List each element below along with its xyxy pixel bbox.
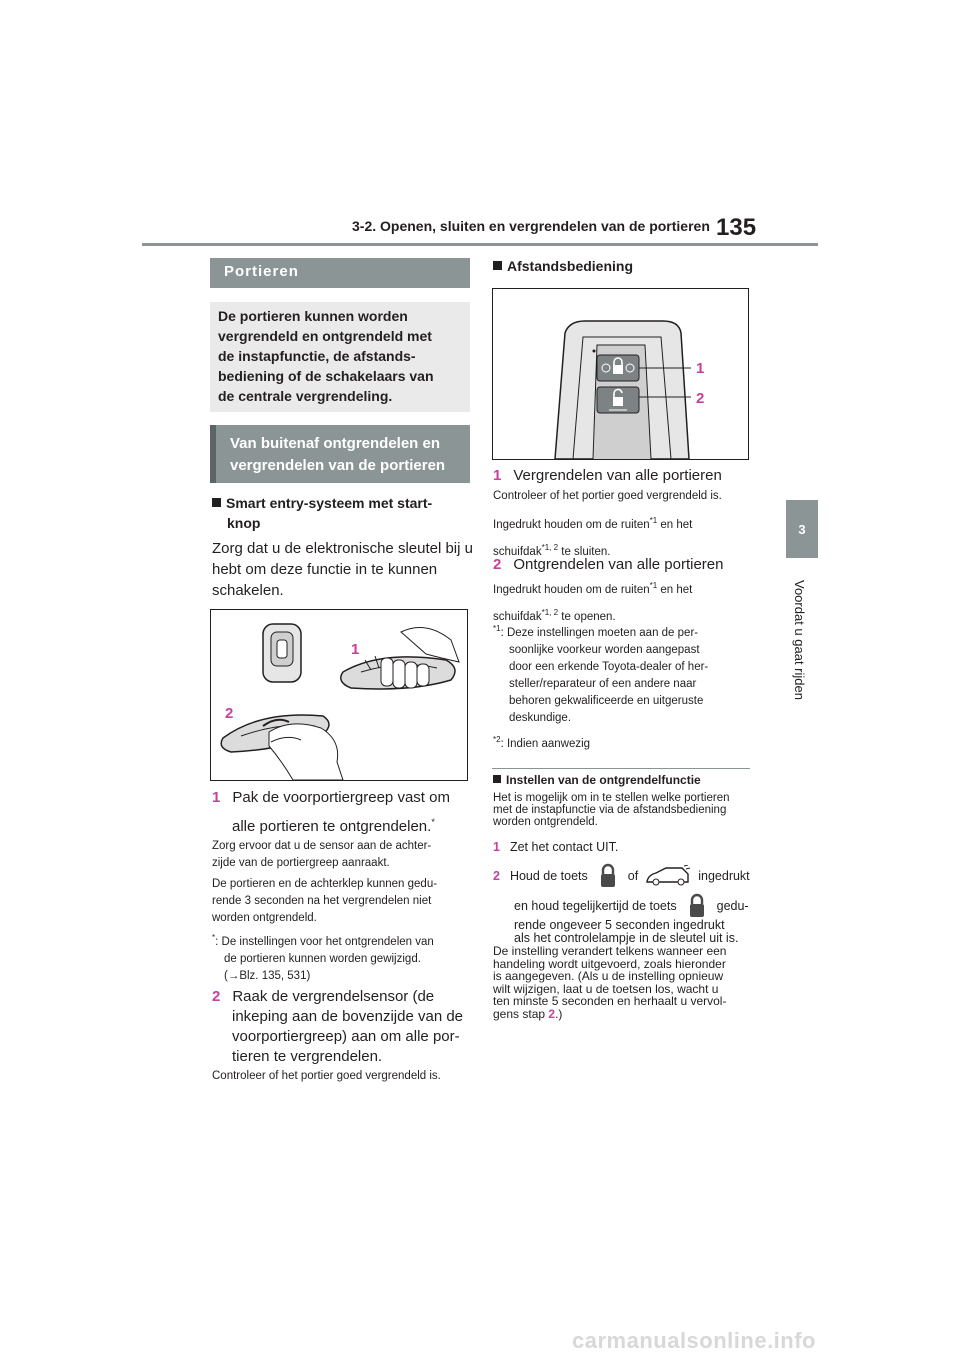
- footnote-marker: *: [431, 817, 435, 827]
- footnote-line: de portieren kunnen worden gewijzigd.: [224, 952, 421, 965]
- step-text: Zet het contact UIT.: [509, 840, 619, 854]
- text-line: Het is mogelijk om in te stellen welke portieren: [493, 792, 730, 804]
- step-line: als het controlelampje in de sleutel uit is.: [514, 931, 739, 945]
- footnote-line: : De instellingen voor het ontgrendelen van: [215, 935, 434, 948]
- figure-label-2: 2: [225, 705, 234, 722]
- footnote-marker: *1, 2: [541, 607, 559, 617]
- setup-outro: [493, 945, 757, 1021]
- setup-heading: [493, 773, 701, 787]
- setup-step-1: [493, 840, 618, 854]
- remote-item-2: [493, 554, 723, 575]
- remote-key-icon: [555, 321, 691, 459]
- heading-text: Afstandsbediening: [507, 258, 634, 274]
- footnote-marker: *1, 2: [541, 542, 559, 552]
- figure-label-1: 1: [351, 641, 360, 658]
- footnote-line: : Indien aanwezig: [500, 737, 591, 750]
- heading-line: knop: [227, 515, 261, 531]
- subsection-line: vergrendelen van de portieren: [230, 457, 446, 474]
- step-1-note-a: [212, 838, 474, 872]
- door-handle-figure: [210, 609, 468, 781]
- intro-line: de centrale vergrendeling.: [218, 388, 393, 404]
- note-line: zijde van de portiergreep aanraakt.: [212, 857, 390, 869]
- step-number: 1: [212, 789, 221, 806]
- chapter-number: 3: [798, 521, 806, 537]
- text-line: met de instapfunctie via de afstandsbediening: [493, 804, 727, 816]
- footnote-line: door een erkende Toyota-dealer of her-: [509, 660, 709, 673]
- car-rear-icon: [644, 865, 692, 887]
- step-text: of: [627, 869, 639, 883]
- smart-entry-text: [212, 538, 474, 601]
- handle-upper-icon: [341, 628, 459, 690]
- step-1: [212, 787, 474, 837]
- step-ref: 2: [548, 1006, 556, 1021]
- step-text: Houd de toets: [509, 869, 588, 883]
- step-text: gedu-: [716, 899, 749, 913]
- note-line: De portieren en de achterklep kunnen gedu-: [212, 878, 438, 890]
- intro-line: De portieren kunnen worden: [218, 308, 408, 324]
- remote-heading: [493, 256, 633, 276]
- note-line: rende 3 seconden na het vergrendelen niet: [212, 895, 432, 907]
- step-line: rende ongeveer 5 seconden ingedrukt: [514, 918, 725, 932]
- watermark: carmanualsonline.info: [572, 1328, 816, 1353]
- subsection-line: Van buitenaf ontgrendelen en: [230, 435, 441, 452]
- step-2: [212, 987, 474, 1067]
- note-text: Ingedrukt houden om de ruiten: [493, 518, 650, 531]
- intro-line: vergrendeld en ontgrendeld met: [218, 328, 432, 344]
- note-text: Ingedrukt houden om de ruiten: [493, 583, 650, 596]
- intro-box: [210, 302, 470, 412]
- section-rule: [492, 768, 750, 769]
- header-rule: [142, 243, 818, 246]
- step-text: ingedrukt: [698, 869, 750, 883]
- note-text: schuifdak: [493, 610, 542, 623]
- footnote-line: behoren gekwalificeerde en uitgeruste: [509, 694, 704, 707]
- note-text: te openen.: [558, 610, 616, 623]
- step-2-note: Controleer of het portier goed vergrendeld is.: [212, 1070, 441, 1082]
- smart-entry-heading: [212, 493, 472, 533]
- step-number: 2: [493, 556, 502, 573]
- intro-line: bediening of de schakelaars van: [218, 368, 434, 384]
- step-number: 2: [212, 988, 221, 1005]
- footnote-2: [493, 731, 590, 753]
- door-handle-illustration: [211, 610, 467, 780]
- figure-label-1: 1: [696, 360, 705, 377]
- step-line: tieren te vergrendelen.: [232, 1048, 383, 1065]
- lock-button-icon: [594, 863, 622, 889]
- intro-line: de instapfunctie, de afstands-: [218, 348, 416, 364]
- footnote-1: [493, 620, 755, 727]
- footnote-marker: *: [212, 933, 216, 942]
- footnote-line: deskundige.: [509, 711, 572, 724]
- step-number: 2: [493, 869, 500, 883]
- footnote-line: soonlijke voorkeur worden aangepast: [509, 643, 700, 656]
- footnote-line: steller/reparateur of een andere naar: [509, 677, 697, 690]
- footnote-line: : Deze instellingen moeten aan de per-: [500, 626, 699, 639]
- text-line: ten minste 5 seconden en herhaalt u vervol-: [493, 994, 727, 1009]
- remote-figure: [492, 288, 749, 460]
- remote-item-1: [493, 465, 722, 486]
- page-number: 135: [716, 214, 757, 241]
- text-line: schakelen.: [212, 582, 284, 599]
- subsection-title: [210, 425, 470, 483]
- square-bullet-icon: [493, 775, 501, 783]
- step-number: 1: [493, 840, 500, 854]
- note-text: en het: [657, 518, 693, 531]
- key-fob-icon: [263, 624, 301, 682]
- item-1-note: Controleer of het portier goed vergrendeld is.: [493, 490, 722, 502]
- note-line: worden ontgrendeld.: [212, 912, 317, 924]
- text-line: .): [555, 1006, 563, 1021]
- lock-button-icon: [683, 893, 711, 919]
- footnote-marker: *1: [649, 581, 658, 590]
- text-line: Zorg dat u de elektronische sleutel bij u: [212, 540, 473, 557]
- note-text: en het: [657, 583, 693, 596]
- step-line: inkeping aan de bovenzijde van de: [232, 1008, 464, 1025]
- item-2-note: [493, 577, 753, 626]
- text-line: handeling wordt uitgevoerd, zoals hieronder: [493, 956, 726, 971]
- step-1-note-b: [212, 876, 474, 927]
- footnote-left: [212, 929, 474, 985]
- note-line: Zorg ervoor dat u de sensor aan de achter-: [212, 840, 432, 852]
- text-line: wilt wijzigen, laat u de toetsen los, wacht u: [493, 981, 719, 996]
- note-text: te sluiten.: [558, 545, 611, 558]
- note-text: schuifdak: [493, 545, 542, 558]
- footnote-marker: *1: [649, 516, 658, 525]
- heading-text: Instellen van de ontgrendelfunctie: [506, 773, 701, 787]
- step-line: Raak de vergrendelsensor (de: [232, 988, 435, 1005]
- step-text: en houd tegelijkertijd de toets: [514, 899, 677, 913]
- setup-step-2: [493, 865, 755, 945]
- text-line: worden ontgrendeld.: [493, 816, 598, 828]
- square-bullet-icon: [212, 498, 221, 507]
- chapter-tab: [786, 500, 818, 558]
- step-line: alle portieren te ontgrendelen.: [232, 818, 432, 835]
- text-line: De instelling verandert telkens wanneer een: [493, 944, 727, 958]
- running-header: 3-2. Openen, sluiten en vergrendelen van de portieren: [352, 218, 710, 234]
- item-text: Vergrendelen van alle portieren: [513, 467, 722, 484]
- footnote-line: (→Blz. 135, 531): [224, 969, 311, 982]
- footnote-marker: *1: [493, 624, 501, 633]
- square-bullet-icon: [493, 261, 502, 270]
- heading-line: Smart entry-systeem met start-: [226, 495, 433, 511]
- step-line: Pak de voorportiergreep vast om: [232, 789, 450, 806]
- handle-lower-icon: [221, 715, 343, 780]
- step-line: voorportiergreep) aan om alle por-: [232, 1028, 460, 1045]
- remote-key-illustration: [493, 289, 748, 459]
- text-line: gens stap: [493, 1006, 549, 1021]
- text-line: hebt om deze functie in te kunnen: [212, 561, 438, 578]
- item-text: Ontgrendelen van alle portieren: [513, 556, 724, 573]
- chapter-side-title: Voordat u gaat rijden: [792, 580, 807, 700]
- text-line: is aangegeven. (Als u de instelling opnieuw: [493, 969, 724, 984]
- section-title-portieren: Portieren: [210, 258, 470, 288]
- setup-intro: [493, 792, 755, 828]
- footnote-marker: *2: [493, 735, 501, 744]
- figure-label-2: 2: [696, 390, 705, 407]
- step-number: 1: [493, 467, 502, 484]
